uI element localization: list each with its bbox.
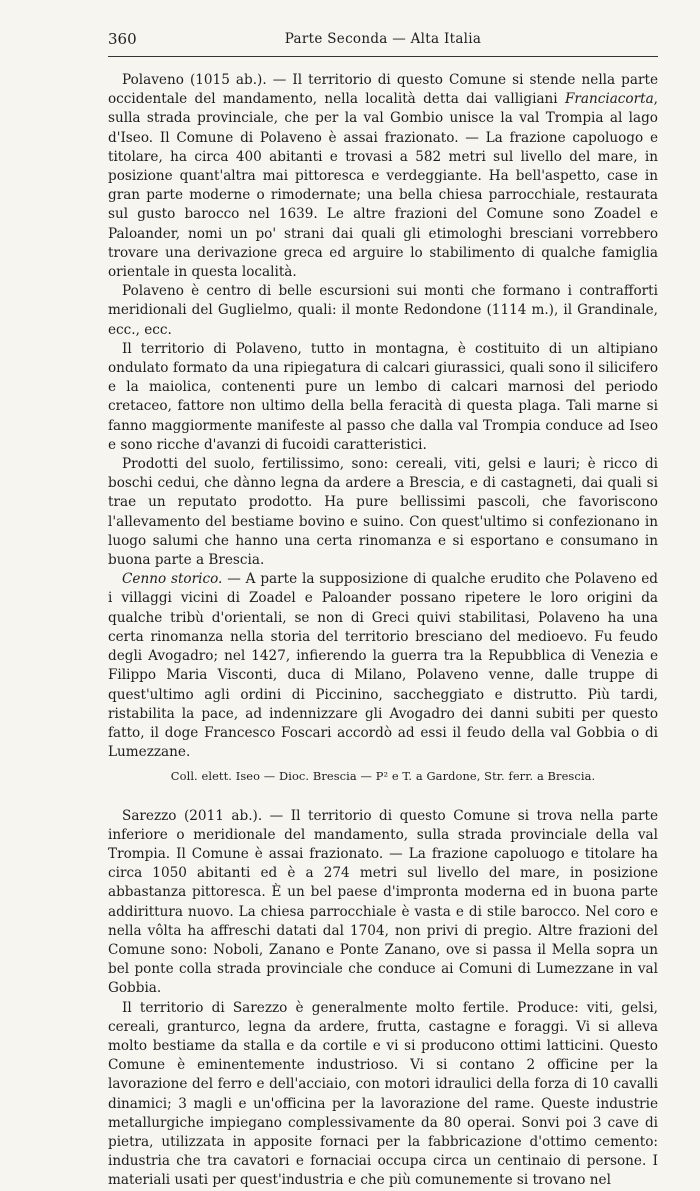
page-body xyxy=(108,71,658,1191)
sarezzo-text-1: — Il territorio di questo Comune si trova nella parte inferiore o meridionale del mandamento, sulla strada provinciale della val Trompia. Il Comune è assai frazionato. — La frazione capoluogo e titolare ha circa 1050 abitanti ed è a 274 metri sul livello del mare, in posizione abbastanza pittoresca. È un bel paese d'impronta moderna ed in buona parte addirittura nuovo. La chiesa parrocchiale è vasta e di stile barocco. Nel coro e nella vôlta ha affreschi datati dal 1704, non privi di pregio. Altre frazioni del Comune sono: Noboli, Zanano e Ponte Zanano, ove si passa il Mella sopra un bel ponte colla strada provinciale che conduce ai Comuni di Lumezzane in val Gobbia. xyxy=(108,807,659,997)
franciacorta-term: Franciacorta xyxy=(564,91,654,108)
polaveno-text-b: , sulla strada provinciale, che per la val Gombio unisce la val Trompia al lago d'Iseo. Il Comune di Polaveno è assai frazionato. — La frazione capoluogo e titolare, ha circa 400 abitanti e trovasi a 582 metri sul livello del mare, in posizione quant'altra mai pittoresca e verdeggiante. Ha bell'aspetto, case in gran parte moderne o rimodernate; una bella chiesa parrocchiale, restaurata sul gusto barocco nel 1639. Le altre frazioni del Comune sono Zoadel e Paloander, nomi un po' strani dai quali gli etimologhi bresciani vorrebbero trovare una derivazione greca ed arguire lo stabilimento di qualche famiglia orientale in questa località. xyxy=(108,91,658,281)
historical-note-heading: Cenno storico. xyxy=(122,571,223,588)
page-header xyxy=(108,30,658,50)
polaveno-colophon: Coll. elett. Iseo — Dioc. Brescia — P² e T. a Gardone, Str. ferr. a Brescia. xyxy=(170,769,596,784)
sarezzo-paragraph-1 xyxy=(108,807,658,999)
polaveno-historical-note xyxy=(108,570,658,762)
polaveno-text-a: — Il territorio di questo Comune si stende nella parte occidentale del mandamento, nella località detta dai valligiani xyxy=(108,72,658,108)
header-rule xyxy=(108,56,658,57)
running-title: Parte Seconda — Alta Italia xyxy=(284,31,482,47)
polaveno-paragraph-1 xyxy=(108,71,658,282)
polaveno-entry-heading: Polaveno (1015 ab.). xyxy=(122,72,267,88)
polaveno-paragraph-3: Il territorio di Polaveno, tutto in montagna, è costituito di un altipiano ondulato formato da una ripiegatura di calcari giurassici, quali sono il silicifero e la maiolica, contenenti pure un lembo di calcari marnosi del periodo cretaceo, fattore non ultimo della bella feracità di questa plaga. Tali marne si fanno maggiormente manifeste al passo che dalla val Trompia conduce ad Iseo e sono ricche d'avanzi di fucoidi caratteristici. xyxy=(108,340,658,453)
historical-note-text: — A parte la supposizione di qualche erudito che Polaveno ed i villaggi vicini di Zoadel e Paloander possano ripetere le loro origini da qualche tribù d'orientali, se non di Greci quivi stabilitasi, Polaveno ha una certa rinomanza nella storia del territorio bresciano del medioevo. Fu feudo degli Avogadro; nel 1427, infierendo la guerra tra la Repubblica di Venezia e Filippo Maria Visconti, duca di Milano, Polaveno venne, dalle truppe di quest'ultimo agli ordini di Piccinino, saccheggiato e distrutto. Più tardi, ristabilita la pace, ad indennizzare gli Avogadro dei danni subiti per questo fatto, il doge Francesco Foscari accordò ad essi il feudo della val Gobbia o di Lumezzane. xyxy=(108,571,659,761)
polaveno-paragraph-4: Prodotti del suolo, fertilissimo, sono: cereali, viti, gelsi e lauri; è ricco di boschi cedui, che dànno legna da ardere a Brescia, e di castagneti, dai quali si trae un reputato prodotto. Ha pure bellissimi pascoli, che favoriscono l'allevamento del bestiame bovino e suino. Con quest'ultimo si confezionano in luogo salumi che hanno una certa rinomanza e si esportano e consumano in buona parte a Brescia. xyxy=(108,456,658,569)
polaveno-paragraph-2: Polaveno è centro di belle escursioni sui monti che formano i contrafforti meridionali del Guglielmo, quali: il monte Redondone (1114 m.), il Grandinale, ecc., ecc. xyxy=(108,283,658,338)
sarezzo-paragraph-2: Il territorio di Sarezzo è generalmente molto fertile. Produce: viti, gelsi, cereali, granturco, legna da ardere, frutta, castagne e foraggi. Vi si alleva molto bestiame da stalla e da cortile e vi si producono ottimi latticini. Questo Comune è eminentemente industrioso. Vi si contano 2 officine per la lavorazione del ferro e dell'acciaio, con motori idraulici della forza di 10 cavalli dinamici; 3 magli e un'officina per la lavorazione del rame. Queste industrie metallurgiche impiegano complessivamente da 80 operai. Sonvi poi 3 cave di pietra, utilizzata in apposite fornaci per la fabbricazione d'ottimo cemento: industria che tra cavatori e fornaciai occupa circa un centinaio di persone. I materiali usati per quest'industria e che più comunemente si trovano nel xyxy=(108,999,658,1189)
sarezzo-entry-heading: Sarezzo (2011 ab.). xyxy=(122,807,263,824)
page-number: 360 xyxy=(108,30,137,48)
section-gap xyxy=(108,787,658,807)
